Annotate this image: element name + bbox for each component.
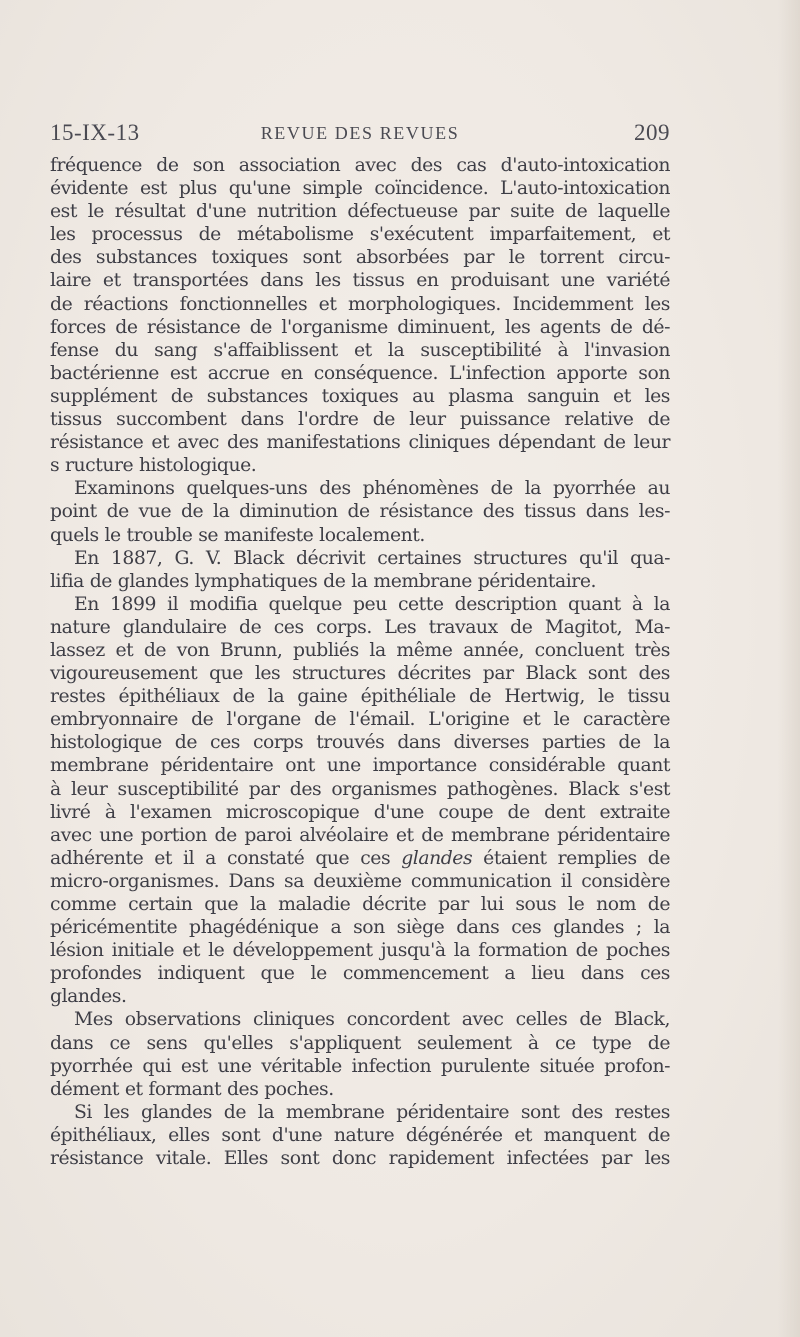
text-line: avec une portion de paroi alvéolaire et de membrane péridentaire [50, 824, 670, 846]
paragraph [50, 477, 670, 546]
text-line: résistance vitale. Elles sont donc rapidement infectées par les [50, 1148, 670, 1170]
text-line: forces de résistance de l'organisme diminuent, les agents de dé- [50, 316, 670, 338]
text-line: En 1887, G. V. Black décrivit certaines structures qu'il qua- [74, 547, 670, 569]
text-line: fense du sang s'affaiblissent et la susceptibilité à l'invasion [50, 339, 670, 361]
text-line: lifia de glandes lymphatiques de la membrane péridentaire. [50, 570, 597, 592]
italic-word: glandes [401, 847, 473, 869]
text-line: tissus succombent dans l'ordre de leur puissance relative de [50, 409, 670, 431]
text-line: est le résultat d'une nutrition défectueuse par suite de laquelle [50, 201, 670, 223]
text-line: des substances toxiques sont absorbées par le torrent circu- [50, 247, 670, 269]
text-line: comme certain que la maladie décrite par lui sous le nom de [50, 894, 670, 915]
text-line: fréquence de son association avec des cas d'auto-intoxication [50, 155, 670, 176]
page-number: 209 [634, 120, 670, 145]
text-line: profondes indiquent que le commencement a lieu dans ces [50, 963, 670, 985]
text-line: glandes. [50, 986, 127, 1008]
text-line: restes épithéliaux de la gaine épithéliale de Hertwig, le tissu [50, 686, 670, 708]
text-line: pyorrhée qui est une véritable infection purulente située profon- [50, 1055, 670, 1077]
text-line: histologique de ces corps trouvés dans diverses parties de la [50, 732, 670, 754]
paragraph [50, 1008, 670, 1100]
paragraph [50, 593, 670, 1009]
paragraph [50, 154, 670, 477]
text-line: lassez et de von Brunn, publiés la même année, concluent très [50, 639, 670, 661]
text-line: à leur susceptibilité par des organismes pathogènes. Black s'est [50, 778, 670, 800]
text-line: lésion initiale et le développement jusqu'à la formation de poches [50, 940, 670, 962]
text-segment: adhérente et il a constaté que ces [50, 847, 402, 869]
text-line: Si les glandes de la membrane péridentaire sont des restes [74, 1101, 670, 1123]
paragraph [50, 1101, 670, 1170]
text-line: bactérienne est accrue en conséquence. L'infection apporte son [50, 362, 670, 384]
text-line: laire et transportées dans les tissus en produisant une variété [50, 270, 670, 292]
text-line: micro-organismes. Dans sa deuxième communication il considère [50, 870, 670, 892]
text-line: Mes observations cliniques concordent avec celles de Black, [74, 1009, 670, 1031]
running-header [50, 119, 670, 147]
text-line: épithéliaux, elles sont d'une nature dégénérée et manquent de [50, 1124, 670, 1146]
text-line: point de vue de la diminution de résistance des tissus dans les- [50, 501, 670, 523]
text-line: En 1899 il modifia quelque peu cette description quant à la [74, 593, 670, 615]
body-text [50, 154, 670, 1170]
text-segment: étaient remplies de [472, 847, 671, 869]
text-line: supplément de substances toxiques au plasma sanguin et les [50, 385, 670, 407]
text-line: livré à l'examen microscopique d'une coupe de dent extraite [50, 801, 670, 823]
text-line: embryonnaire de l'organe de l'émail. L'origine et le caractère [50, 709, 670, 731]
text-line: évidente est plus qu'une simple coïncidence. L'auto-intoxication [50, 178, 670, 200]
text-line: dans ce sens qu'elles s'appliquent seulement à ce type de [50, 1032, 670, 1054]
text-line: vigoureusement que les structures décrites par Black sont des [50, 663, 670, 685]
text-line: dément et formant des poches. [50, 1078, 334, 1100]
issue-date: 15-IX-13 [50, 120, 140, 145]
text-line: les processus de métabolisme s'exécutent imparfaitement, et [50, 224, 670, 246]
text-line: membrane péridentaire ont une importance considérable quant [50, 755, 670, 777]
text-line: Examinons quelques-uns des phénomènes de la pyorrhée au [74, 478, 670, 500]
text-line: péricémentite phagédénique a son siège dans ces glandes ; la [50, 917, 670, 939]
page-edge-shadow [778, 0, 800, 1337]
text-line: de réactions fonctionnelles et morphologiques. Incidemment les [50, 293, 670, 315]
text-line: s ructure histologique. [50, 455, 257, 477]
text-line: résistance et avec des manifestations cliniques dépendant de leur [50, 432, 670, 454]
journal-title: REVUE DES REVUES [260, 123, 460, 143]
text-line: quels le trouble se manifeste localement. [50, 524, 425, 546]
paragraph [50, 547, 670, 593]
text-line-with-italic [50, 847, 670, 870]
text-line: nature glandulaire de ces corps. Les travaux de Magitot, Ma- [50, 616, 670, 638]
